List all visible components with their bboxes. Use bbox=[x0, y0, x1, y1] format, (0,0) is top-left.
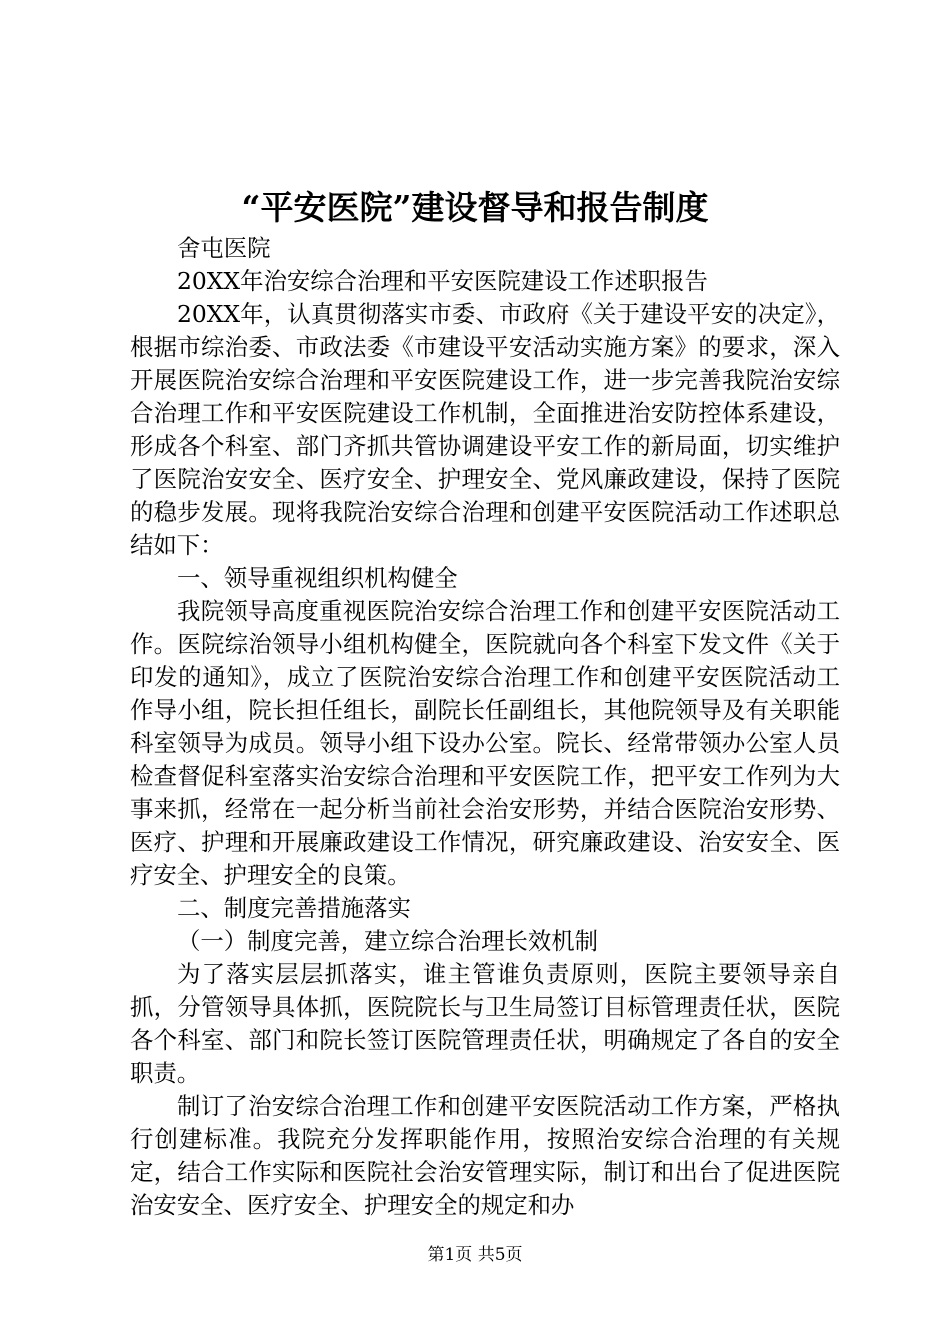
paragraph-hospital-name: 舍屯医院 bbox=[177, 234, 271, 262]
paragraph-report-title: 20XX年治安综合治理和平安医院建设工作述职报告 bbox=[177, 267, 708, 295]
subsection-heading-1: （一）制度完善，建立综合治理长效机制 bbox=[177, 927, 599, 955]
paragraph-leadership: 我院领导高度重视医院治安综合治理工作和创建平安医院活动工作。医院综治领导小组机构健全，医院就向各个科室下发文件《关于印发的通知》，成立了医院治安综合治理工作和创建平安医院活动工作导小组，院长担任组长，副院长任副组长，其他院领导及有关职能科室领导为成员。领导小组下设办公室。院长、经常带领办公室人员检查督促科室落实治安综合治理和平安医院工作，把平安工作列为大事来抓，经常在一起分析当前社会治安形势，并结合医院治安形势、医疗、护理和开展廉政建设工作情况，研究廉政建设、治安安全、医疗安全、护理安全的良策。 bbox=[130, 597, 840, 889]
section-heading-1: 一、领导重视组织机构健全 bbox=[177, 564, 458, 592]
page-footer: 第1页 共5页 bbox=[427, 1245, 523, 1265]
document-body bbox=[130, 232, 840, 1222]
paragraph-work-plan: 制订了治安综合治理工作和创建平安医院活动工作方案，严格执行创建标准。我院充分发挥职能作用，按照治安综合治理的有关规定，结合工作实际和医院社会治安管理实际，制订和出台了促进医院治安安全、医疗安全、护理安全的规定和办 bbox=[130, 1092, 840, 1219]
section-heading-2: 二、制度完善措施落实 bbox=[177, 894, 411, 922]
paragraph-responsibility: 为了落实层层抓落实，谁主管谁负责原则，医院主要领导亲自抓，分管领导具体抓，医院院长与卫生局签订目标管理责任状，医院各个科室、部门和院长签订医院管理责任状，明确规定了各自的安全职责。 bbox=[130, 960, 840, 1087]
paragraph-intro: 20XX年，认真贯彻落实市委、市政府《关于建设平安的决定》，根据市综治委、市政法委《市建设平安活动实施方案》的要求，深入开展医院治安综合治理和平安医院建设工作，进一步完善我院治安综合治理工作和平安医院建设工作机制，全面推进治安防控体系建设，形成各个科室、部门齐抓共管协调建设平安工作的新局面，切实维护了医院治安安全、医疗安全、护理安全、党风廉政建设，保持了医院的稳步发展。现将我院治安综合治理和创建平安医院活动工作述职总结如下： bbox=[130, 300, 840, 559]
document-title: “平安医院”建设督导和报告制度 bbox=[241, 188, 709, 227]
